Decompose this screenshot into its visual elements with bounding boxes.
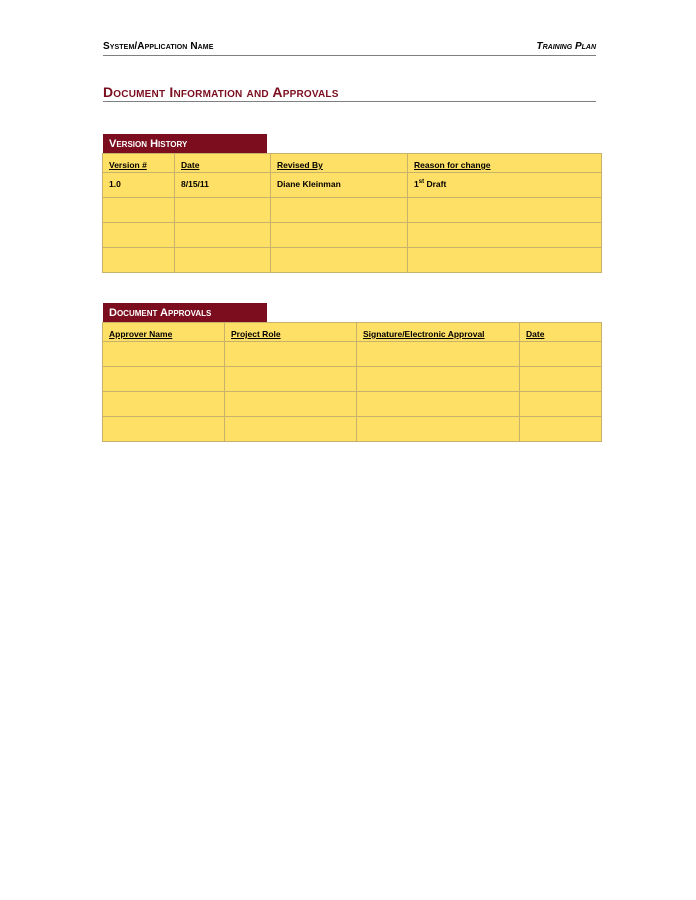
cell-date[interactable]: 8/15/11: [175, 173, 271, 198]
cell-approver-name[interactable]: [103, 417, 225, 442]
table-row: [103, 392, 602, 417]
cell-approver-name[interactable]: [103, 367, 225, 392]
table-row: [103, 342, 602, 367]
cell-date[interactable]: [175, 248, 271, 273]
version-history-label: Version History: [103, 134, 267, 154]
version-history-table: [102, 153, 602, 273]
cell-version[interactable]: 1.0: [103, 173, 175, 198]
column-header-revised-by: Revised By: [271, 154, 408, 173]
cell-project-role[interactable]: [225, 417, 357, 442]
cell-date[interactable]: [520, 367, 602, 392]
cell-reason[interactable]: [408, 248, 602, 273]
document-approvals-table: [102, 322, 602, 442]
cell-revised-by[interactable]: Diane Kleinman: [271, 173, 408, 198]
cell-reason[interactable]: [408, 223, 602, 248]
cell-date[interactable]: [520, 342, 602, 367]
column-header-signature: Signature/Electronic Approval: [357, 323, 520, 342]
section-title: [103, 84, 596, 102]
column-header-project-role: Project Role: [225, 323, 357, 342]
cell-date[interactable]: [175, 223, 271, 248]
table-row: [103, 198, 602, 223]
cell-date[interactable]: [520, 392, 602, 417]
table-row: [103, 223, 602, 248]
cell-version[interactable]: [103, 198, 175, 223]
column-header-date: Date: [175, 154, 271, 173]
document-approvals-header-row: [103, 323, 602, 342]
cell-approver-name[interactable]: [103, 342, 225, 367]
cell-project-role[interactable]: [225, 367, 357, 392]
section-title-text: Document Information and Approvals: [103, 84, 339, 100]
cell-reason[interactable]: 1st Draft: [408, 173, 602, 198]
column-header-version: Version #: [103, 154, 175, 173]
column-header-approver-name: Approver Name: [103, 323, 225, 342]
table-row: [103, 417, 602, 442]
cell-signature[interactable]: [357, 392, 520, 417]
cell-approver-name[interactable]: [103, 392, 225, 417]
cell-revised-by[interactable]: [271, 198, 408, 223]
page-header: [103, 41, 596, 56]
document-approvals-label: Document Approvals: [103, 303, 267, 323]
header-system-name: System/Application Name: [103, 41, 214, 52]
table-row: [103, 248, 602, 273]
column-header-reason: Reason for change: [408, 154, 602, 173]
cell-version[interactable]: [103, 223, 175, 248]
cell-reason[interactable]: [408, 198, 602, 223]
cell-signature[interactable]: [357, 417, 520, 442]
cell-project-role[interactable]: [225, 392, 357, 417]
table-row: [103, 173, 602, 198]
cell-project-role[interactable]: [225, 342, 357, 367]
cell-date[interactable]: [520, 417, 602, 442]
version-history-header-row: [103, 154, 602, 173]
cell-signature[interactable]: [357, 342, 520, 367]
cell-date[interactable]: [175, 198, 271, 223]
cell-signature[interactable]: [357, 367, 520, 392]
header-document-type: Training Plan: [536, 41, 596, 52]
cell-version[interactable]: [103, 248, 175, 273]
cell-revised-by[interactable]: [271, 248, 408, 273]
cell-revised-by[interactable]: [271, 223, 408, 248]
table-row: [103, 367, 602, 392]
column-header-date: Date: [520, 323, 602, 342]
